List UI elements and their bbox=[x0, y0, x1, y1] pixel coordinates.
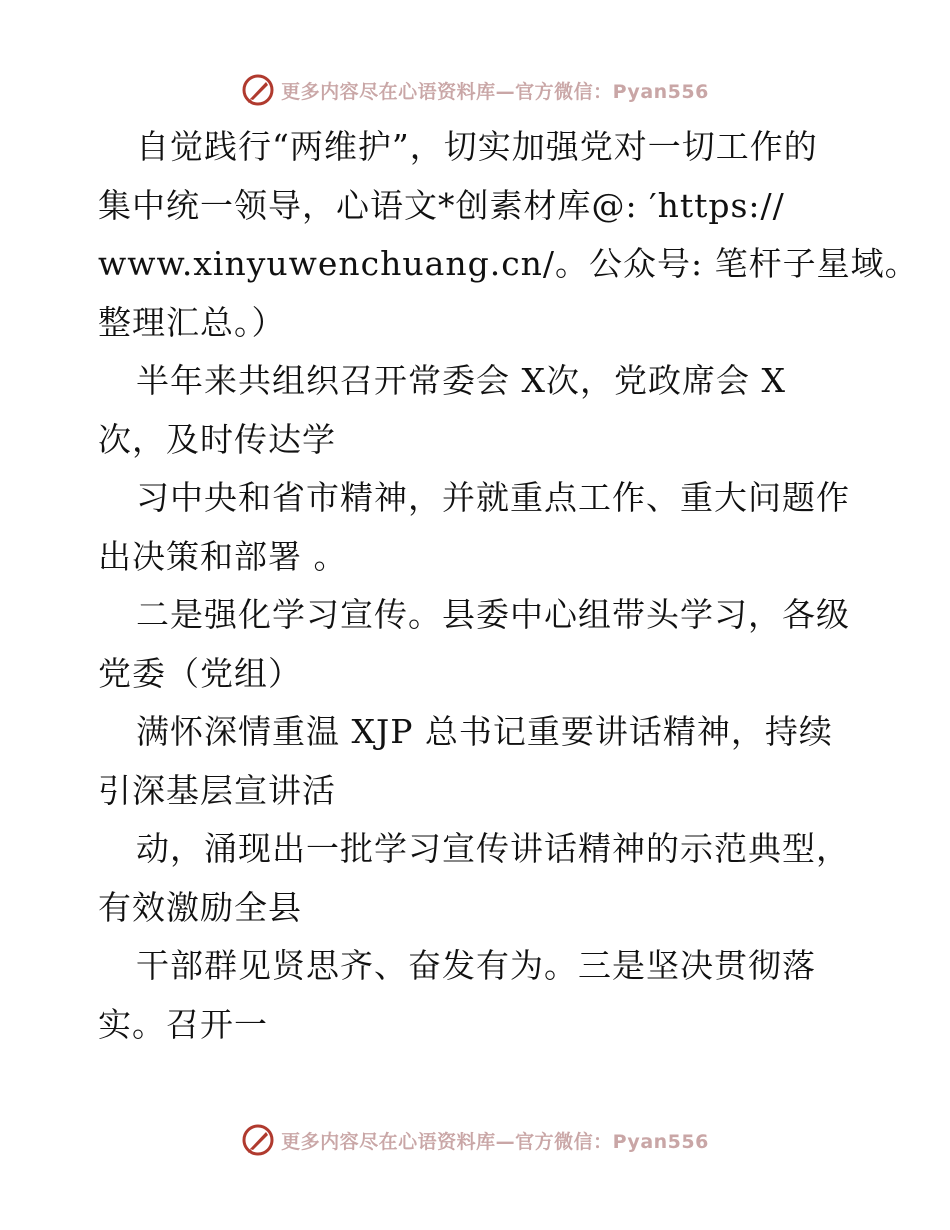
text-line: 习中央和省市精神，并就重点工作、重大问题作 bbox=[136, 478, 850, 517]
text-line: 满怀深情重温 XJP 总书记重要讲话精神，持续 bbox=[136, 712, 833, 751]
text-line: 自觉践行“两维护”，切实加强党对一切工作的 bbox=[136, 127, 818, 166]
quill-pen-seal-icon bbox=[241, 1123, 275, 1157]
text-line: www.xinyuwenchuang.cn/。公众号: 笔杆子星域。 bbox=[98, 244, 919, 283]
text-line: 实。召开一 bbox=[98, 1004, 268, 1044]
text-line: 半年来共组织召开常委会 X次，党政席会 X bbox=[136, 361, 786, 400]
document-body bbox=[98, 118, 919, 1054]
text-line: 集中统一领导，心语文*创素材库@: ′https:// bbox=[98, 185, 785, 225]
text-line: 动，涌现出一批学习宣传讲话精神的示范典型， bbox=[136, 829, 850, 868]
header-banner-text: 更多内容尽在心语资料库—官方微信：Pyan556 bbox=[281, 80, 709, 103]
text-line: 有效激励全县 bbox=[98, 887, 302, 927]
text-line: 干部群见贤思齐、奋发有为。三是坚决贯彻落 bbox=[136, 946, 816, 985]
footer-banner bbox=[0, 1122, 950, 1158]
quill-pen-seal-icon bbox=[241, 73, 275, 107]
text-line: 二是强化学习宣传。县委中心组带头学习，各级 bbox=[136, 595, 850, 634]
header-banner bbox=[0, 72, 950, 108]
text-line: 党委（党组） bbox=[98, 653, 302, 693]
footer-banner-text: 更多内容尽在心语资料库—官方微信：Pyan556 bbox=[281, 1130, 709, 1153]
text-line: 整理汇总。） bbox=[98, 302, 286, 342]
text-line: 次，及时传达学 bbox=[98, 419, 336, 459]
text-line: 出决策和部署 。 bbox=[98, 536, 348, 576]
text-line: 引深基层宣讲活 bbox=[98, 770, 336, 810]
